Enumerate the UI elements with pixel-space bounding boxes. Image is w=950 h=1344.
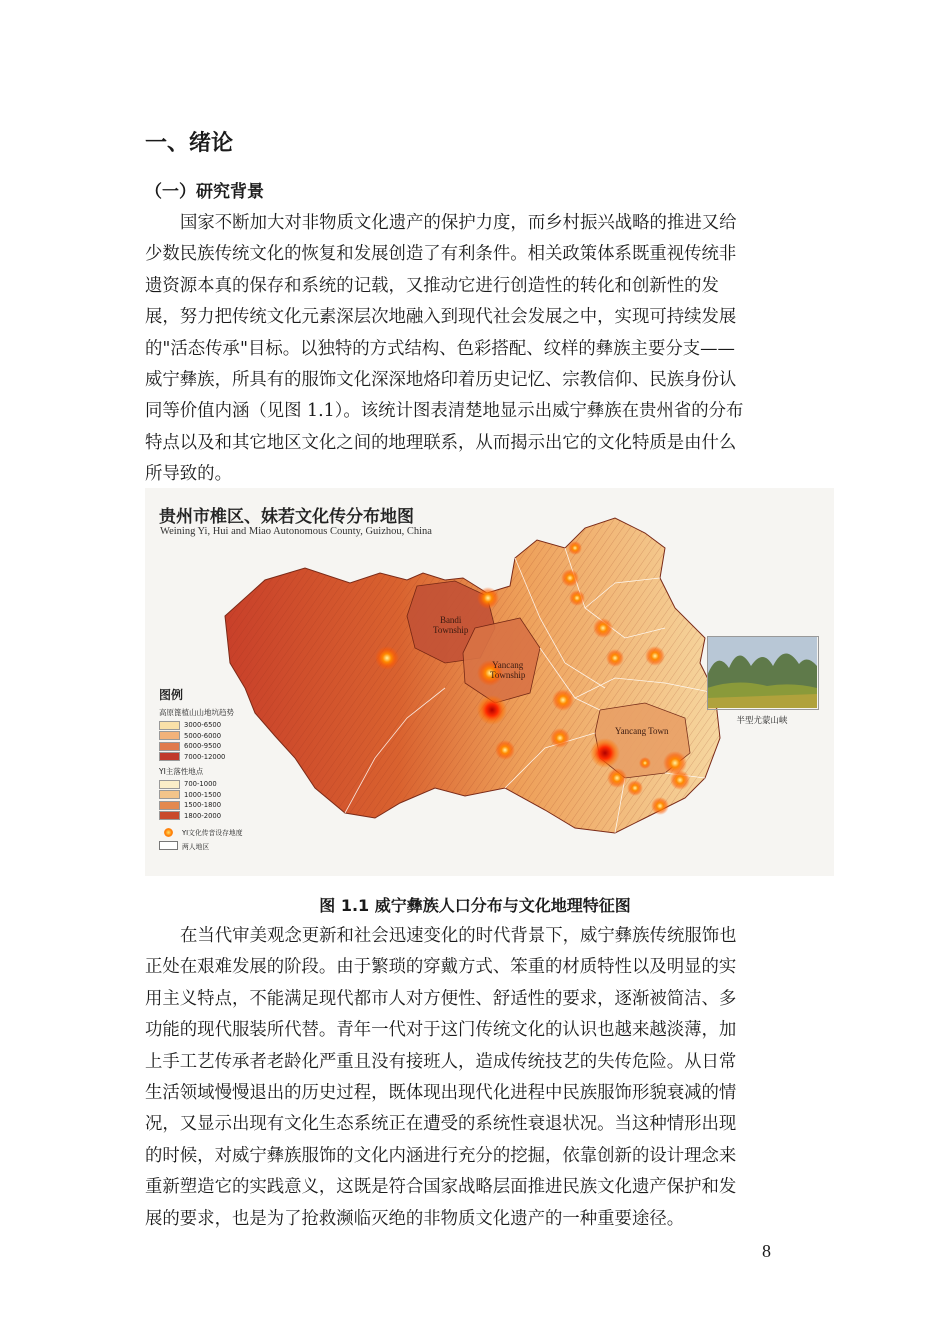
text-line: 的"活态传承"目标。以独特的方式结构、色彩搭配、纹样的彝族主要分支—— <box>145 338 735 359</box>
map-legend <box>159 686 309 852</box>
text-line: 用主义特点，不能满足现代都市人对方便性、舒适性的要求，逐渐被简洁、多 <box>145 988 737 1009</box>
text-line: 所导致的。 <box>145 464 232 485</box>
legend-elevation-swatch <box>159 752 180 761</box>
legend-population-swatch <box>159 811 180 820</box>
map-title: 贵州市椎区、妹若文化传分布地图 <box>159 507 414 527</box>
legend-elevation-row <box>159 720 309 731</box>
legend-elevation-row <box>159 741 309 752</box>
legend-elevation-row <box>159 752 309 763</box>
legend-population-swatch <box>159 780 180 789</box>
paragraph-current-situation <box>145 921 807 1235</box>
legend-population-swatch <box>159 790 180 799</box>
legend-elevation-swatch <box>159 721 180 730</box>
page-number: 8 <box>762 1241 771 1261</box>
text-line: 功能的现代服装所代替。青年一代对于这门传统文化的认识也越来越淡薄，加 <box>145 1020 737 1041</box>
legend-hotspot-row <box>159 825 309 839</box>
figure-caption: 图 1.1 威宁彝族人口分布与文化地理特征图 <box>319 896 631 915</box>
legend-population-row <box>159 811 309 822</box>
photo-caption: 半型尤蒙山峡 <box>736 716 788 726</box>
legend-elevation-label: 5000-6000 <box>184 731 222 740</box>
legend-population-row <box>159 800 309 811</box>
text-line: 况，又显示出现有文化生态系统正在遭受的系统性衰退状况。当这种情形出现 <box>145 1114 737 1135</box>
legend-population-row <box>159 779 309 790</box>
text-line: 特点以及和其它地区文化之间的地理联系，从而揭示出它的文化特质是由什么 <box>145 432 737 453</box>
yancang-township-label: Yancang Township <box>490 660 526 680</box>
legend-elevation-row <box>159 731 309 742</box>
paragraph-background <box>145 208 807 491</box>
legend-population-label: 1000-1500 <box>184 790 222 799</box>
text-line: 同等价值内涵（见图 1.1）。该统计图表清楚地显示出威宁彝族在贵州省的分布 <box>145 401 744 422</box>
text-line: 少数民族传统文化的恢复和发展创造了有利条件。相关政策体系既重视传统非 <box>145 244 737 265</box>
text-line: 威宁彝族，所具有的服饰文化深深地烙印着历史记忆、宗教信仰、民族身份认 <box>145 369 737 390</box>
yancang-town-label: Yancang Town <box>615 726 669 736</box>
legend-elevation-title: 高原篦植山山地坑趋势 <box>159 708 234 717</box>
text-line: 的时候，对威宁彝族服饰的文化内涵进行充分的挖掘，依靠创新的设计理念来 <box>145 1145 737 1166</box>
legend-elevation-swatch <box>159 742 180 751</box>
landscape-photo <box>707 636 819 710</box>
section-heading: 一、绪论 <box>145 131 234 156</box>
legend-population-swatch <box>159 801 180 810</box>
legend-elevation-label: 7000-12000 <box>184 752 226 761</box>
text-line: 正处在艰难发展的阶段。由于繁琐的穿戴方式、笨重的材质特性以及明显的实 <box>145 957 737 978</box>
text-line: 上手工艺传承者老龄化严重且没有接班人，造成传统技艺的失传危险。从日常 <box>145 1051 737 1072</box>
legend-area-row <box>159 839 309 852</box>
area-box-icon <box>159 841 178 850</box>
legend-hotspot-label: YI文化传音设存地度 <box>182 829 243 837</box>
text-line: 在当代审美观念更新和社会迅速变化的时代背景下，威宁彝族传统服饰也 <box>180 926 737 946</box>
legend-elevation-swatch <box>159 731 180 740</box>
bandi-township-label: Bandi Township <box>433 615 469 635</box>
legend-population-label: 700-1000 <box>184 780 217 789</box>
hotspot-dot-icon <box>164 828 173 837</box>
text-line: 国家不断加大对非物质文化遗产的保护力度，而乡村振兴战略的推进又给 <box>180 213 737 233</box>
legend-population-label: 1500-1800 <box>184 801 222 810</box>
legend-population-title: YI主落性地点 <box>159 767 204 776</box>
text-line: 展，努力把传统文化元素深层次地融入到现代社会发展之中，实现可持续发展 <box>145 307 737 328</box>
legend-area-label: 两人地区 <box>182 842 210 851</box>
legend-population-row <box>159 790 309 801</box>
text-line: 生活领域慢慢退出的历史过程，既体现出现代化进程中民族服饰形貌衰减的情 <box>145 1082 737 1103</box>
legend-elevation-label: 6000-9500 <box>184 742 222 751</box>
legend-population-label: 1800-2000 <box>184 811 222 820</box>
text-line: 重新塑造它的实践意义，这既是符合国家战略层面推进民族文化遗产保护和发 <box>145 1177 737 1198</box>
distribution-map-figure <box>145 488 834 876</box>
text-line: 遗资源本真的保存和系统的记载，又推动它进行创造性的转化和创新性的发 <box>145 275 719 296</box>
legend-title: 图例 <box>159 688 184 702</box>
legend-elevation-label: 3000-6500 <box>184 721 222 730</box>
text-line: 展的要求，也是为了抢救濒临灭绝的非物质文化遗产的一种重要途径。 <box>145 1208 685 1229</box>
map-subtitle: Weining Yi, Hui and Miao Autonomous County, Guizhou, China <box>160 526 432 537</box>
subsection-heading: （一）研究背景 <box>145 182 264 202</box>
